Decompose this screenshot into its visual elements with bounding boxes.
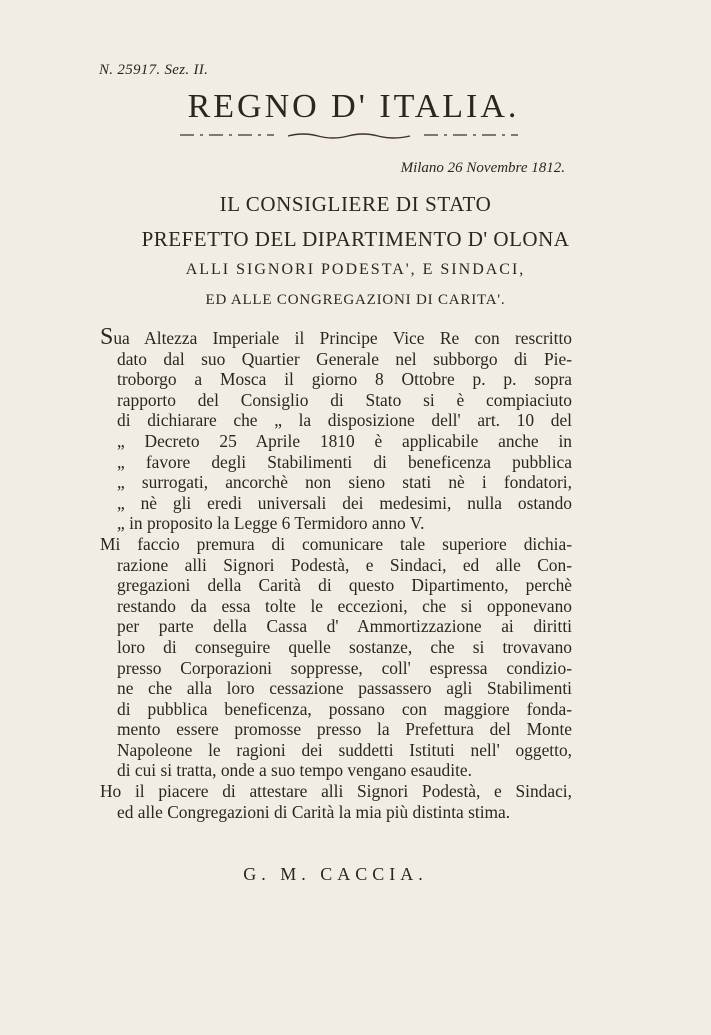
- line-text: di cui si tratta, onde a suo tempo vengano esaudite.: [117, 760, 472, 781]
- document-title: REGNO D' ITALIA.: [187, 88, 520, 125]
- paragraph-line: [100, 658, 572, 679]
- paragraph-line: [100, 324, 572, 350]
- line-text: ne che alla loro cessazione passassero agli Stabilimenti: [117, 678, 572, 699]
- document-date: Milano 26 Novembre 1812.: [400, 160, 565, 176]
- paragraph: [100, 534, 572, 781]
- line-text: ua Altezza Imperiale il Principe Vice Re con rescritto: [113, 328, 572, 348]
- paragraph-line: [100, 349, 572, 370]
- line-text: „ surrogati, ancorchè non sieno stati nè i fondatori,: [117, 472, 572, 493]
- paragraph-line: [100, 596, 572, 617]
- paragraph-line: [100, 431, 572, 452]
- line-text: „ Decreto 25 Aprile 1810 è applicabile anche in: [117, 430, 572, 451]
- paragraph-line: [100, 472, 572, 493]
- line-text: dato dal suo Quartier Generale nel subborgo di Pie-: [117, 348, 572, 369]
- line-text: razione alli Signori Podestà, e Sindaci, ed alle Con-: [117, 554, 572, 575]
- paragraph-line: [100, 781, 572, 802]
- line-text: presso Corporazioni soppresse, coll' espressa condizio-: [117, 657, 572, 678]
- line-text: „ in proposito la Legge 6 Termidoro anno V.: [117, 513, 425, 534]
- line-text: gregazioni della Carità di questo Dipartimento, perchè: [117, 575, 572, 596]
- heading-line-4: ED ALLE CONGREGAZIONI DI CARITA'.: [205, 292, 506, 308]
- paragraph: [100, 781, 572, 822]
- line-text: di dichiarare che „ la disposizione dell' art. 10 del: [117, 410, 572, 431]
- line-text: troborgo a Mosca il giorno 8 Ottobre p. p. sopra: [117, 369, 572, 390]
- paragraph-line: [100, 637, 572, 658]
- heading-line-1: IL CONSIGLIERE DI STATO: [219, 192, 492, 216]
- line-text: rapporto del Consiglio di Stato si è compiaciuto: [117, 389, 572, 410]
- paragraph-line: [100, 555, 572, 576]
- paragraph-line: [100, 575, 572, 596]
- initial-letter: S: [100, 324, 114, 350]
- reference-number: N. 25917. Sez. II.: [99, 62, 209, 78]
- line-text: „ favore degli Stabilimenti di beneficenza pubblica: [117, 451, 572, 472]
- line-text: loro di conseguire quelle sostanze, che si trovavano: [117, 636, 572, 657]
- paragraph-line: [100, 678, 572, 699]
- paragraph-line: [100, 369, 572, 390]
- paragraph-line: [100, 616, 572, 637]
- paragraph-line: [100, 699, 572, 720]
- line-text: restando da essa tolte le eccezioni, che si opponevano: [117, 595, 572, 616]
- line-text: Napoleone le ragioni dei suddetti Istituti nell' oggetto,: [117, 739, 572, 760]
- heading-line-3: ALLI SIGNORI PODESTA', E SINDACI,: [185, 261, 526, 278]
- document-body: [100, 324, 572, 822]
- line-text: Ho il piacere di attestare alli Signori Podestà, e Sindaci,: [100, 781, 572, 802]
- paragraph-line: [100, 802, 572, 823]
- paragraph-line: [100, 452, 572, 473]
- heading-line-2: PREFETTO DEL DIPARTIMENTO D' OLONA: [141, 227, 570, 251]
- line-text: „ nè gli eredi universali dei medesimi, nulla ostando: [117, 492, 572, 513]
- line-text: mento essere promosse presso la Prefettura del Monte: [117, 719, 572, 740]
- paragraph-line: [100, 410, 572, 431]
- paragraph-line: [100, 390, 572, 411]
- paragraph-line: [100, 740, 572, 761]
- paragraph: [100, 324, 572, 534]
- title-underline-ornament: [178, 130, 520, 142]
- paragraph-line: [100, 513, 572, 534]
- paragraph-line: [100, 760, 572, 781]
- line-text: Mi faccio premura di comunicare tale superiore dichia-: [100, 533, 572, 554]
- paragraph-line: [100, 719, 572, 740]
- line-text: per parte della Cassa d' Ammortizzazione ai diritti: [117, 616, 572, 637]
- line-text: di pubblica beneficenza, possano con maggiore fonda-: [117, 698, 572, 719]
- paragraph-line: [100, 493, 572, 514]
- line-text: ed alle Congregazioni di Carità la mia più distinta stima.: [117, 801, 511, 822]
- paragraph-line: [100, 534, 572, 555]
- signature: G. M. CACCIA.: [243, 864, 428, 884]
